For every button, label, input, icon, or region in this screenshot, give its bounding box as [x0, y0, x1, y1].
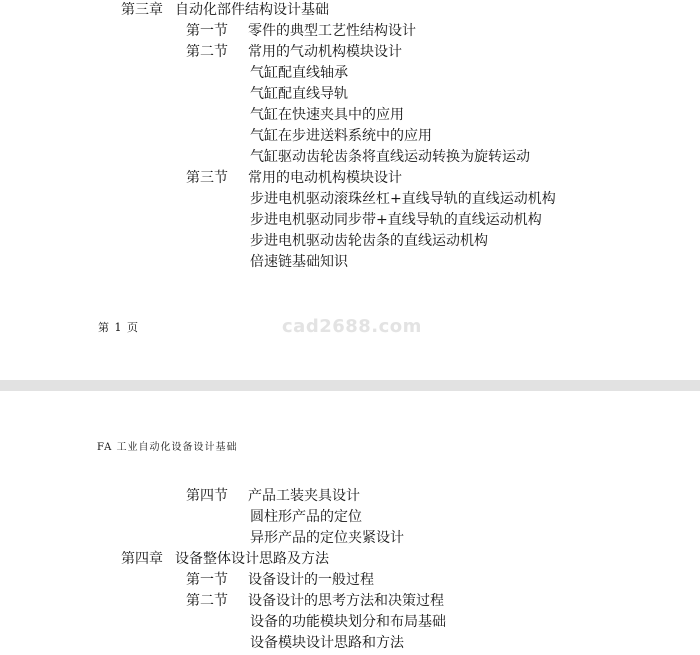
toc-entry-section — [186, 572, 374, 589]
toc-entry-topic: 气缸驱动齿轮齿条将直线运动转换为旋转运动 — [250, 149, 530, 165]
page-number-footer: 第 1 页 — [98, 321, 139, 334]
toc-entry-title: 设备设计的思考方法和决策过程 — [248, 593, 444, 609]
toc-entry-chapter — [121, 2, 329, 19]
toc-entry-topic: 气缸在快速夹具中的应用 — [250, 107, 404, 123]
chapter-number: 第三章 — [121, 2, 163, 18]
toc-entry-section — [186, 23, 416, 40]
toc-entry-title: 常用的气动机构模块设计 — [248, 44, 402, 60]
toc-entry-topic: 圆柱形产品的定位 — [250, 509, 362, 525]
running-header: FA 工业自动化设备设计基础 — [97, 442, 238, 453]
section-number: 第二节 — [186, 593, 228, 609]
toc-entry-title: 产品工装夹具设计 — [248, 488, 360, 504]
toc-entry-topic: 设备模块设计思路和方法 — [250, 635, 404, 651]
chapter-number: 第四章 — [121, 551, 163, 567]
section-number: 第三节 — [186, 170, 228, 186]
page-separator — [0, 380, 700, 391]
toc-entry-title: 常用的电动机构模块设计 — [248, 170, 402, 186]
document-page-2 — [0, 391, 700, 655]
toc-entry-topic: 气缸配直线轴承 — [250, 65, 348, 81]
toc-entry-title: 零件的典型工艺性结构设计 — [248, 23, 416, 39]
toc-entry-topic: 倍速链基础知识 — [250, 254, 348, 270]
toc-entry-title: 设备整体设计思路及方法 — [175, 551, 329, 567]
toc-entry-topic: 气缸配直线导轨 — [250, 86, 348, 102]
toc-entry-chapter — [121, 551, 329, 568]
toc-entry-topic: 设备的功能模块划分和布局基础 — [250, 614, 446, 630]
toc-entry-topic: 步进电机驱动同步带+直线导轨的直线运动机构 — [250, 212, 542, 228]
section-number: 第二节 — [186, 44, 228, 60]
toc-entry-section — [186, 488, 360, 505]
watermark-logo: cad2688.com — [282, 316, 422, 337]
toc-entry-title: 自动化部件结构设计基础 — [175, 2, 329, 18]
section-number: 第四节 — [186, 488, 228, 504]
toc-entry-topic: 步进电机驱动滚珠丝杠+直线导轨的直线运动机构 — [250, 191, 556, 207]
toc-entry-section — [186, 170, 402, 187]
toc-entry-section — [186, 593, 444, 610]
toc-entry-section — [186, 44, 402, 61]
toc-entry-topic: 气缸在步进送料系统中的应用 — [250, 128, 432, 144]
section-number: 第一节 — [186, 572, 228, 588]
toc-entry-title: 设备设计的一般过程 — [248, 572, 374, 588]
toc-entry-topic: 步进电机驱动齿轮齿条的直线运动机构 — [250, 233, 488, 249]
toc-entry-topic: 异形产品的定位夹紧设计 — [250, 530, 404, 546]
section-number: 第一节 — [186, 23, 228, 39]
